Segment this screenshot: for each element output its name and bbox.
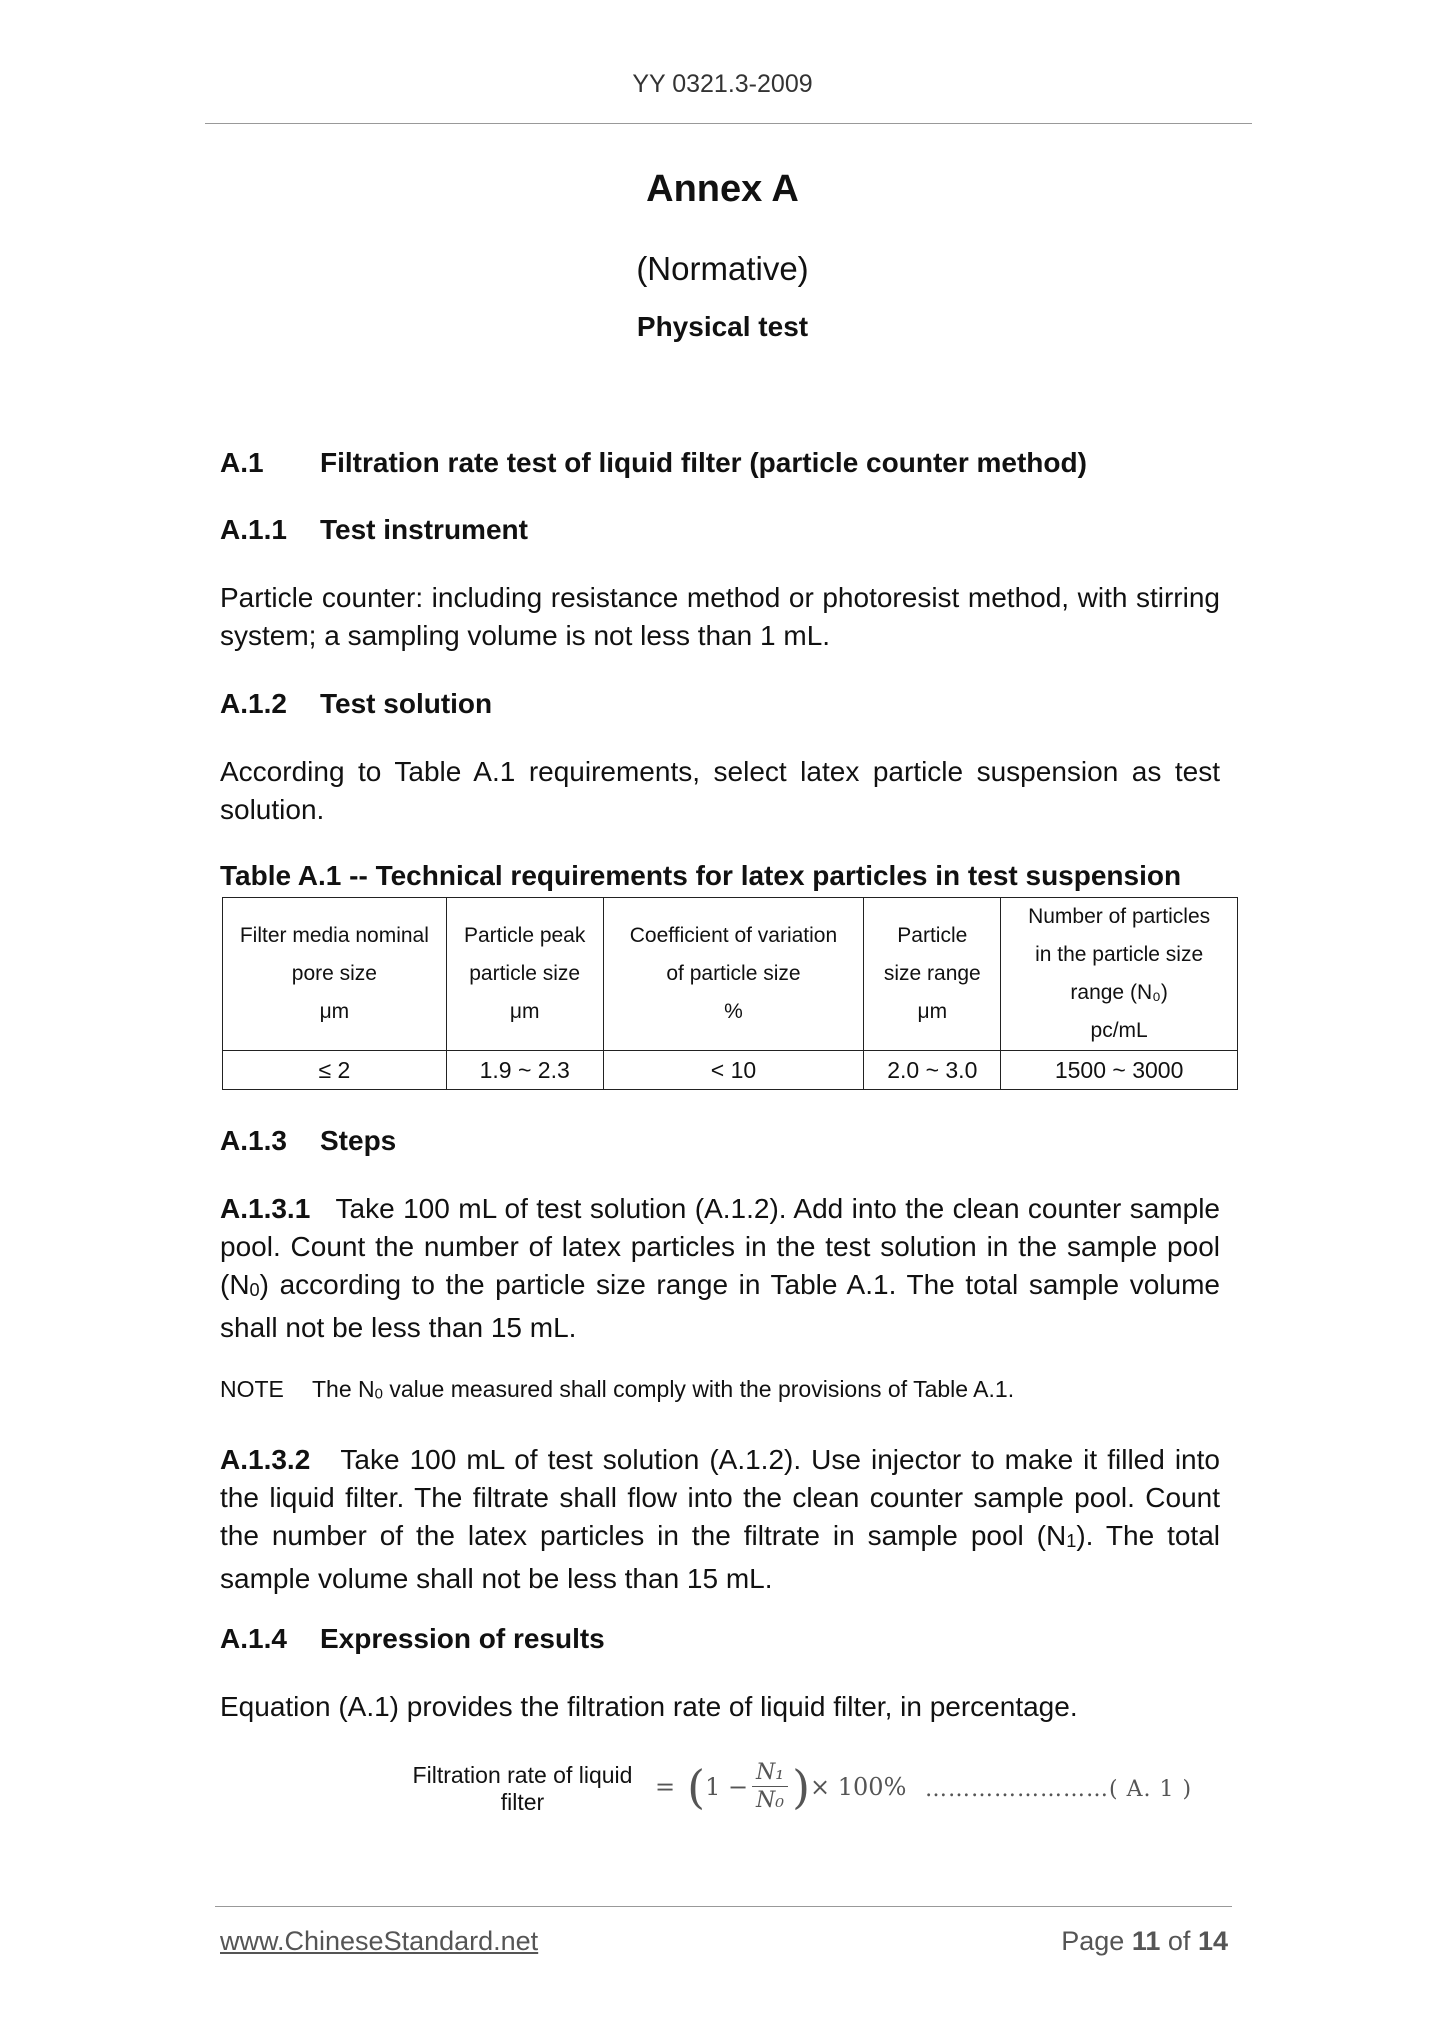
equation-formula: = ( 1 − $\frac{\text{N₁}}{\text{N₀}}$ ) × 100% <box>655 1759 907 1814</box>
section-a14-heading <box>220 1623 605 1655</box>
header-peak-size: Particle peak particle size μm <box>446 898 603 1051</box>
section-number: A.1 <box>220 447 264 478</box>
one-minus: 1 − <box>705 1772 749 1801</box>
table-cell: 2.0 ~ 3.0 <box>864 1051 1001 1090</box>
section-title: Test instrument <box>320 514 528 545</box>
section-number: A.1.4 <box>220 1623 287 1654</box>
table-row <box>223 1051 1238 1090</box>
equation-label: Filtration rate of liquid filter <box>412 1762 633 1815</box>
section-number: A.1.1 <box>220 514 287 545</box>
section-a12-text: According to Table A.1 requirements, select latex particle suspension as test solution. <box>220 756 1220 825</box>
section-title: Test solution <box>320 688 493 719</box>
footer-divider <box>215 1906 1232 1907</box>
section-a1-heading <box>220 447 1087 479</box>
section-title: Filtration rate test of liquid filter (particle counter method) <box>320 447 1087 478</box>
header-pore-size: Filter media nominal pore size μm <box>223 898 447 1051</box>
section-a11-text: Particle counter: including resistance method or photoresist method, with stirring system; a sampling volume is not less than 1 mL. <box>220 582 1220 651</box>
clause-number: A.1.3.2 <box>220 1444 311 1475</box>
website-link[interactable]: www.ChineseStandard.net <box>220 1926 539 1956</box>
section-number: A.1.3 <box>220 1125 287 1156</box>
section-a12-heading <box>220 688 492 720</box>
equals-sign: = <box>655 1772 676 1801</box>
document-code: YY 0321.3-2009 <box>632 70 813 98</box>
fraction <box>752 1760 788 1813</box>
header-coefficient-variation: Coefficient of variation of particle size % <box>603 898 864 1051</box>
denominator: N₀ <box>756 1788 785 1813</box>
header-size-range: Particle size range μm <box>864 898 1001 1051</box>
annex-name: Physical test <box>636 311 809 342</box>
annex-title: Annex A <box>646 168 799 210</box>
times-percent: × 100% <box>810 1772 907 1801</box>
table-cell: 1500 ~ 3000 <box>1001 1051 1238 1090</box>
note-label: NOTE <box>220 1376 284 1402</box>
table-cell: ≤ 2 <box>223 1051 447 1090</box>
latex-particles-table <box>222 897 1238 1090</box>
page-number: Page 11 of 14 <box>1061 1926 1228 1956</box>
header-divider <box>205 123 1252 124</box>
annex-type: (Normative) <box>636 250 809 287</box>
section-number: A.1.2 <box>220 688 287 719</box>
note: NOTE The $N_0$ value measured shall comply with the provisions of Table A.1. <box>220 1376 1015 1403</box>
section-a131-text: A.1.3.1 Take 100 mL of test solution (A.1.2). Add into the clean counter sample pool. Count the number of latex particles in the test solution in the sample pool $(N_0)$ according to the particle size range in Table A.1. The total sample volume shall not be less than 15 mL. <box>220 1193 1221 1343</box>
equation-reference: ……………………( A. 1 ) <box>925 1777 1193 1802</box>
section-title: Expression of results <box>320 1623 605 1654</box>
numerator: N₁ <box>756 1760 785 1785</box>
table-cell: 1.9 ~ 2.3 <box>446 1051 603 1090</box>
table-caption: Table A.1 -- Technical requirements for latex particles in test suspension <box>220 860 1182 891</box>
clause-number: A.1.3.1 <box>220 1193 311 1224</box>
section-a14-text: Equation (A.1) provides the filtration rate of liquid filter, in percentage. <box>220 1691 1078 1722</box>
section-title: Steps <box>320 1125 397 1156</box>
table-cell: < 10 <box>603 1051 864 1090</box>
section-a11-heading <box>220 514 528 546</box>
table-header-row <box>223 898 1238 1051</box>
section-a13-heading <box>220 1125 396 1157</box>
header-particle-count: Number of particles in the particle size range (N₀) pc/mL <box>1001 898 1238 1051</box>
section-a132-text: A.1.3.2 Take 100 mL of test solution (A.1.2). Use injector to make it filled into the liquid filter. The filtrate shall flow into the clean counter sample pool. Count the number of the latex particles in the filtrate in sample pool $(N_1)$. The total sample volume shall not be less than 15 mL. <box>220 1444 1220 1594</box>
